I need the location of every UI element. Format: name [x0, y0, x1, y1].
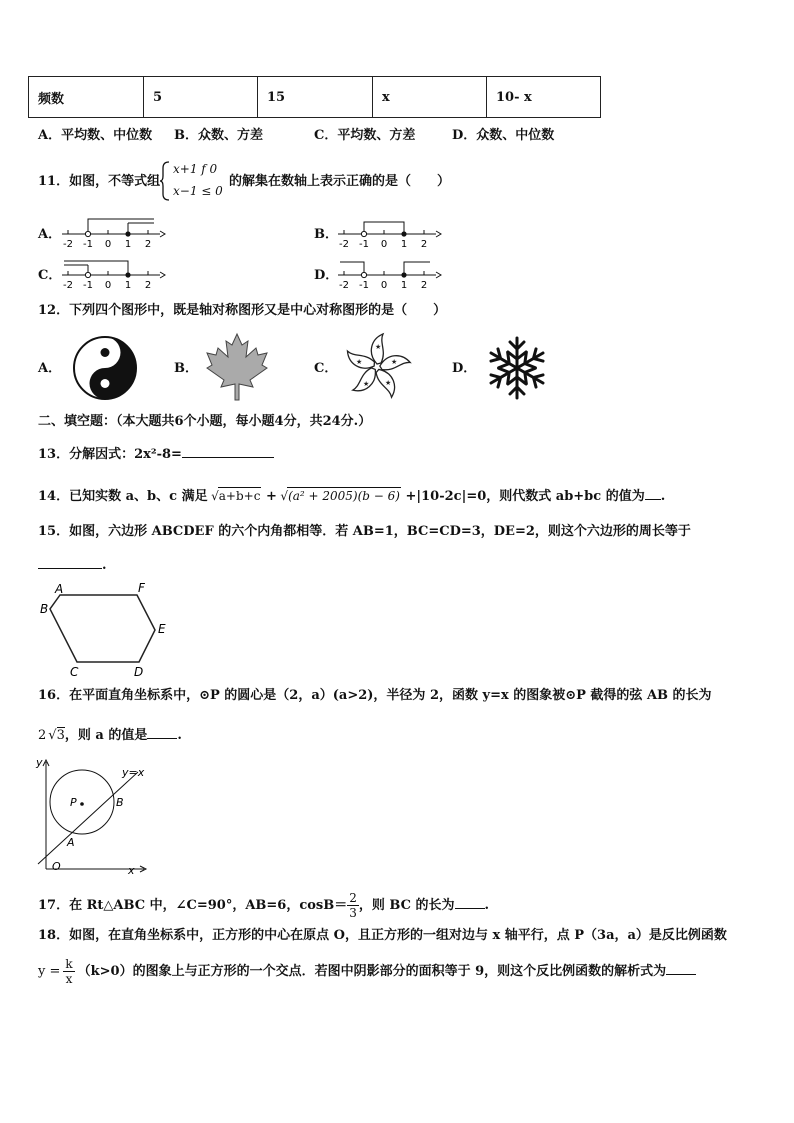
tick-label: 2 — [420, 280, 428, 291]
q12-label-c: C． — [314, 361, 338, 376]
q14-prefix: 14．已知实数 a、b、c 满足 — [38, 489, 208, 504]
tick-label: 1 — [124, 280, 132, 291]
center-p-label: P — [70, 796, 77, 809]
snowflake-icon — [482, 333, 552, 403]
tick-label: -2 — [63, 280, 73, 291]
svg-text:★: ★ — [363, 380, 370, 388]
q11-label-d: D． — [314, 268, 339, 283]
q11-label-b: B． — [314, 227, 338, 242]
point-b-label: B — [116, 796, 124, 809]
tick-label: -2 — [339, 280, 349, 291]
q11-stem-suffix: 的解集在数轴上表示正确的是（ ） — [229, 174, 451, 189]
number-line-b — [334, 214, 444, 250]
vertex-b-label: B — [40, 602, 49, 616]
vertex-f-label: F — [138, 581, 145, 595]
svg-text:★: ★ — [375, 343, 382, 351]
table-cell: 频数 — [29, 77, 144, 118]
answer-blank — [666, 962, 696, 975]
inequality-line-1: x+1 f 0 — [173, 162, 218, 176]
tick-label: 2 — [144, 280, 152, 291]
q10-option-a: A．平均数、中位数 — [38, 128, 153, 143]
q16-stem-2: 2 √3，则 a 的值是 . — [38, 728, 182, 743]
q10-option-b: B．众数、方差 — [174, 128, 263, 143]
vertex-e-label: E — [158, 622, 166, 636]
hexagon-figure — [36, 579, 176, 679]
answer-blank — [182, 445, 274, 458]
number-line-d — [334, 255, 444, 291]
q10-option-d: D．众数、中位数 — [452, 128, 555, 143]
vertex-d-label: D — [134, 665, 144, 679]
tick-label: 0 — [380, 239, 388, 250]
q15-blank-line: . — [38, 556, 107, 574]
tick-label: 1 — [400, 239, 408, 250]
fraction-k-over-x: $\frac{k}{x}$ — [65, 957, 73, 986]
frequency-table — [28, 76, 601, 118]
table-cell: 5 — [144, 77, 258, 118]
q18-stem: 18．如图，在直角坐标系中，正方形的中心在原点 O，且正方形的一组对边与 x 轴平行，点 P（3a，a）是反比例函数 — [38, 928, 727, 943]
number-line-a — [58, 214, 168, 250]
tick-label: -1 — [359, 239, 369, 250]
q14-stem: 14．已知实数 a、b、c 满足 √a+b+c + √(a² + 2005)(b − 6) +|10-2c|=0，则代数式 ab+bc 的值为 . — [38, 489, 666, 504]
q11-label-c: C． — [38, 268, 62, 283]
inequality-line-2: x−1 ≤ 0 — [173, 184, 223, 198]
q12-label-d: D． — [452, 361, 477, 376]
answer-blank — [455, 896, 485, 909]
q13-text: 13．分解因式：2x²-8= — [38, 447, 182, 462]
q15-stem: 15．如图，六边形 ABCDEF 的六个内角都相等．若 AB=1，BC=CD=3，DE=2，则这个六边形的周长等于 — [38, 524, 691, 539]
table-row — [29, 77, 601, 118]
svg-text:★: ★ — [391, 358, 398, 366]
table-cell: 15 — [258, 77, 373, 118]
vertex-a-label: A — [55, 582, 64, 596]
tick-label: 1 — [124, 239, 132, 250]
svg-text:★: ★ — [385, 379, 392, 387]
tick-label: -1 — [83, 239, 93, 250]
table-cell: 10- x — [487, 77, 601, 118]
q17-stem: 17．在 Rt△ABC 中，∠C=90°，AB=6，cosB＝ $\frac{2}{3}$ ，则 BC 的长为 . — [38, 891, 490, 920]
bauhinia-flower-icon — [341, 331, 413, 403]
tick-label: 0 — [104, 239, 112, 250]
tick-label: -2 — [339, 239, 349, 250]
brace-icon — [159, 160, 171, 202]
table-cell: x — [373, 77, 487, 118]
q13-stem — [38, 445, 274, 463]
q14-suffix: +|10-2c|=0，则代数式 ab+bc 的值为 — [405, 489, 645, 504]
q11-stem-prefix: 11．如图，不等式组 — [38, 174, 161, 189]
tick-label: 0 — [104, 280, 112, 291]
q11-label-a: A． — [38, 227, 62, 242]
sqrt-product: √(a² + 2005)(b − 6) — [280, 489, 400, 503]
point-a-label: A — [67, 836, 75, 849]
q12-stem: 12．下列四个图形中，既是轴对称图形又是中心对称图形的是（ ） — [38, 303, 447, 318]
q12-label-b: B． — [174, 361, 198, 376]
origin-label: O — [52, 860, 61, 873]
number-line-c — [58, 255, 168, 291]
yin-yang-icon — [70, 333, 140, 403]
svg-text:★: ★ — [356, 358, 363, 366]
q16-stem: 16．在平面直角坐标系中，⊙P 的圆心是（2，a）(a>2)，半径为 2，函数 y=x 的图象被⊙P 截得的弦 AB 的长为 — [38, 688, 712, 703]
tick-label: 2 — [144, 239, 152, 250]
q10-option-c: C．平均数、方差 — [314, 128, 416, 143]
tick-label: -1 — [359, 280, 369, 291]
fraction-two-thirds: $\frac{2}{3}$ — [349, 891, 357, 920]
y-axis-label: y — [36, 756, 43, 769]
tick-label: -2 — [63, 239, 73, 250]
x-axis-label: x — [128, 864, 135, 876]
tick-label: 0 — [380, 280, 388, 291]
q18-stem-2: y = $\frac{k}{x}$ （k>0）的图象上与正方形的一个交点．若图中阴影部分的面积等于 9，则这个反比例函数的解析式为 — [38, 957, 696, 986]
tick-label: 1 — [400, 280, 408, 291]
answer-blank — [38, 556, 102, 569]
tick-label: 2 — [420, 239, 428, 250]
vertex-c-label: C — [70, 665, 79, 679]
line-label: y=x — [122, 766, 145, 779]
circle-coordinate-figure — [32, 752, 152, 876]
plus-sign: + — [265, 489, 277, 504]
q12-label-a: A． — [38, 361, 62, 376]
answer-blank — [147, 726, 177, 739]
tick-label: -1 — [83, 280, 93, 291]
sqrt-abc: √a+b+c — [211, 489, 261, 503]
answer-blank — [645, 487, 661, 500]
maple-leaf-icon — [203, 331, 271, 403]
section-heading: 二、填空题：（本大题共6个小题，每小题4分，共24分.） — [38, 414, 372, 429]
